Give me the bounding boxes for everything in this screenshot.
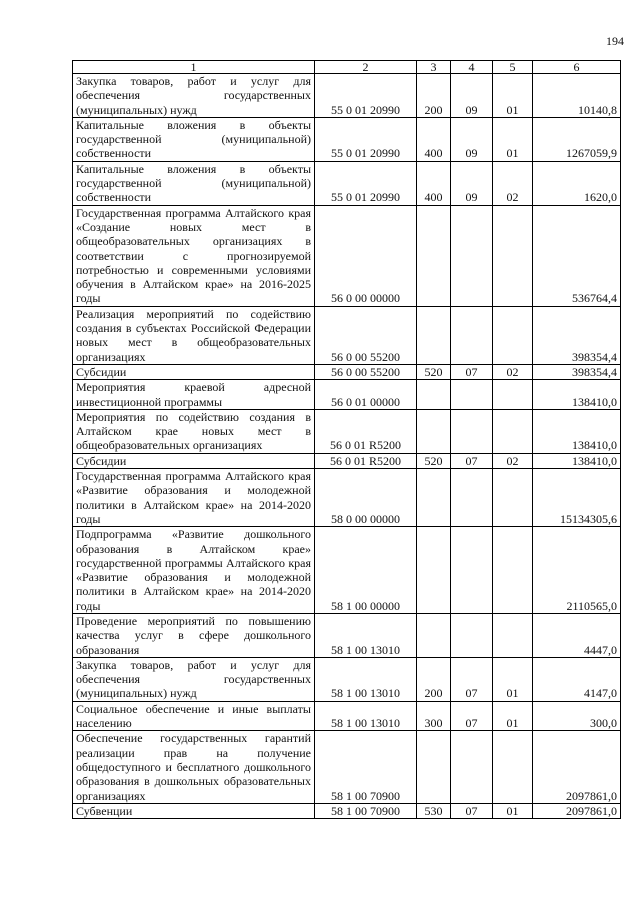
row-code: 56 0 00 00000	[315, 205, 417, 306]
row-expense-type: 200	[417, 657, 451, 701]
row-expense-type	[417, 306, 451, 364]
row-subsection	[493, 306, 533, 364]
column-header: 2	[315, 61, 417, 74]
row-name: Капитальные вложения в объекты государственной (муниципальной) собственности	[73, 117, 315, 161]
row-section	[451, 527, 493, 614]
table-row	[73, 117, 621, 161]
row-code: 55 0 01 20990	[315, 161, 417, 205]
table-row	[73, 74, 621, 118]
row-name: Мероприятия по содействию создания в Алтайском крае новых мест в общеобразовательных организациях	[73, 409, 315, 453]
row-sum: 536764,4	[533, 205, 621, 306]
row-expense-type	[417, 380, 451, 410]
row-section: 07	[451, 657, 493, 701]
row-section	[451, 613, 493, 657]
row-name: Закупка товаров, работ и услуг для обеспечения государственных (муниципальных) нужд	[73, 657, 315, 701]
row-subsection	[493, 380, 533, 410]
row-code: 58 1 00 13010	[315, 701, 417, 731]
row-expense-type	[417, 527, 451, 614]
row-sum: 300,0	[533, 701, 621, 731]
table-row	[73, 803, 621, 818]
row-section: 07	[451, 803, 493, 818]
table-row	[73, 161, 621, 205]
row-sum: 4147,0	[533, 657, 621, 701]
row-code: 56 0 00 55200	[315, 306, 417, 364]
row-sum: 138410,0	[533, 409, 621, 453]
table-row	[73, 453, 621, 468]
row-subsection: 02	[493, 453, 533, 468]
row-name: Реализация мероприятий по содействию создания в субъектах Российской Федерации новых мест в общеобразовательных организациях	[73, 306, 315, 364]
column-header: 5	[493, 61, 533, 74]
row-section: 09	[451, 117, 493, 161]
row-sum: 1620,0	[533, 161, 621, 205]
row-expense-type: 520	[417, 453, 451, 468]
row-code: 58 0 00 00000	[315, 469, 417, 527]
row-name: Мероприятия краевой адресной инвестиционной программы	[73, 380, 315, 410]
row-sum: 1267059,9	[533, 117, 621, 161]
row-sum: 2097861,0	[533, 803, 621, 818]
table-row	[73, 380, 621, 410]
table-row	[73, 731, 621, 803]
column-header: 6	[533, 61, 621, 74]
row-name: Обеспечение государственных гарантий реализации прав на получение общедоступного и бесплатного дошкольного образования в дошкольных образовательных организациях	[73, 731, 315, 803]
budget-table	[72, 60, 621, 819]
row-subsection	[493, 731, 533, 803]
row-section	[451, 409, 493, 453]
row-expense-type: 520	[417, 364, 451, 379]
row-name: Государственная программа Алтайского края «Создание новых мест в общеобразовательных организациях в соответствии с прогнозируемой потребностью и современными условиями обучения в Алтайском крае» на 2016-2025 годы	[73, 205, 315, 306]
row-subsection	[493, 527, 533, 614]
table-row	[73, 527, 621, 614]
row-name: Субсидии	[73, 364, 315, 379]
row-expense-type: 400	[417, 117, 451, 161]
row-section: 07	[451, 364, 493, 379]
row-section	[451, 306, 493, 364]
row-expense-type: 300	[417, 701, 451, 731]
row-code: 56 0 00 55200	[315, 364, 417, 379]
table-row	[73, 469, 621, 527]
row-section	[451, 380, 493, 410]
row-subsection: 02	[493, 364, 533, 379]
column-header: 3	[417, 61, 451, 74]
column-header: 1	[73, 61, 315, 74]
row-expense-type	[417, 205, 451, 306]
table-row	[73, 409, 621, 453]
row-subsection	[493, 469, 533, 527]
row-section: 09	[451, 74, 493, 118]
row-expense-type: 530	[417, 803, 451, 818]
row-sum: 4447,0	[533, 613, 621, 657]
row-expense-type	[417, 613, 451, 657]
row-section: 07	[451, 453, 493, 468]
page-number: 194	[606, 34, 624, 48]
row-code: 56 0 01 R5200	[315, 409, 417, 453]
table-row	[73, 701, 621, 731]
row-code: 58 1 00 00000	[315, 527, 417, 614]
row-code: 58 1 00 13010	[315, 613, 417, 657]
row-code: 58 1 00 70900	[315, 731, 417, 803]
row-section: 07	[451, 701, 493, 731]
row-section	[451, 205, 493, 306]
table-row	[73, 205, 621, 306]
table-row	[73, 306, 621, 364]
row-expense-type: 400	[417, 161, 451, 205]
table-row	[73, 657, 621, 701]
row-subsection: 01	[493, 701, 533, 731]
row-sum: 138410,0	[533, 380, 621, 410]
row-subsection: 01	[493, 657, 533, 701]
row-name: Закупка товаров, работ и услуг для обеспечения государственных (муниципальных) нужд	[73, 74, 315, 118]
row-name: Субвенции	[73, 803, 315, 818]
row-expense-type	[417, 469, 451, 527]
row-subsection: 02	[493, 161, 533, 205]
row-sum: 138410,0	[533, 453, 621, 468]
row-code: 55 0 01 20990	[315, 74, 417, 118]
table-header-row	[73, 61, 621, 74]
row-expense-type	[417, 409, 451, 453]
row-name: Государственная программа Алтайского края «Развитие образования и молодежной политики в Алтайском крае» на 2014-2020 годы	[73, 469, 315, 527]
row-sum: 398354,4	[533, 306, 621, 364]
row-subsection	[493, 613, 533, 657]
column-header: 4	[451, 61, 493, 74]
row-code: 58 1 00 70900	[315, 803, 417, 818]
row-sum: 398354,4	[533, 364, 621, 379]
row-sum: 2097861,0	[533, 731, 621, 803]
row-expense-type: 200	[417, 74, 451, 118]
row-name: Субсидии	[73, 453, 315, 468]
row-code: 56 0 01 R5200	[315, 453, 417, 468]
row-code: 55 0 01 20990	[315, 117, 417, 161]
row-subsection: 01	[493, 117, 533, 161]
row-subsection: 01	[493, 74, 533, 118]
row-section: 09	[451, 161, 493, 205]
row-name: Подпрограмма «Развитие дошкольного образования в Алтайском крае» государственной программы Алтайского края «Развитие образования и молодежной политики в Алтайском крае» на 2014-2020 годы	[73, 527, 315, 614]
row-subsection: 01	[493, 803, 533, 818]
row-sum: 2110565,0	[533, 527, 621, 614]
row-subsection	[493, 205, 533, 306]
row-section	[451, 469, 493, 527]
row-name: Проведение мероприятий по повышению качества услуг в сфере дошкольного образования	[73, 613, 315, 657]
row-expense-type	[417, 731, 451, 803]
row-section	[451, 731, 493, 803]
table-row	[73, 613, 621, 657]
row-sum: 10140,8	[533, 74, 621, 118]
row-name: Капитальные вложения в объекты государственной (муниципальной) собственности	[73, 161, 315, 205]
row-code: 58 1 00 13010	[315, 657, 417, 701]
row-code: 56 0 01 00000	[315, 380, 417, 410]
table-row	[73, 364, 621, 379]
row-name: Социальное обеспечение и иные выплаты населению	[73, 701, 315, 731]
row-sum: 15134305,6	[533, 469, 621, 527]
row-subsection	[493, 409, 533, 453]
